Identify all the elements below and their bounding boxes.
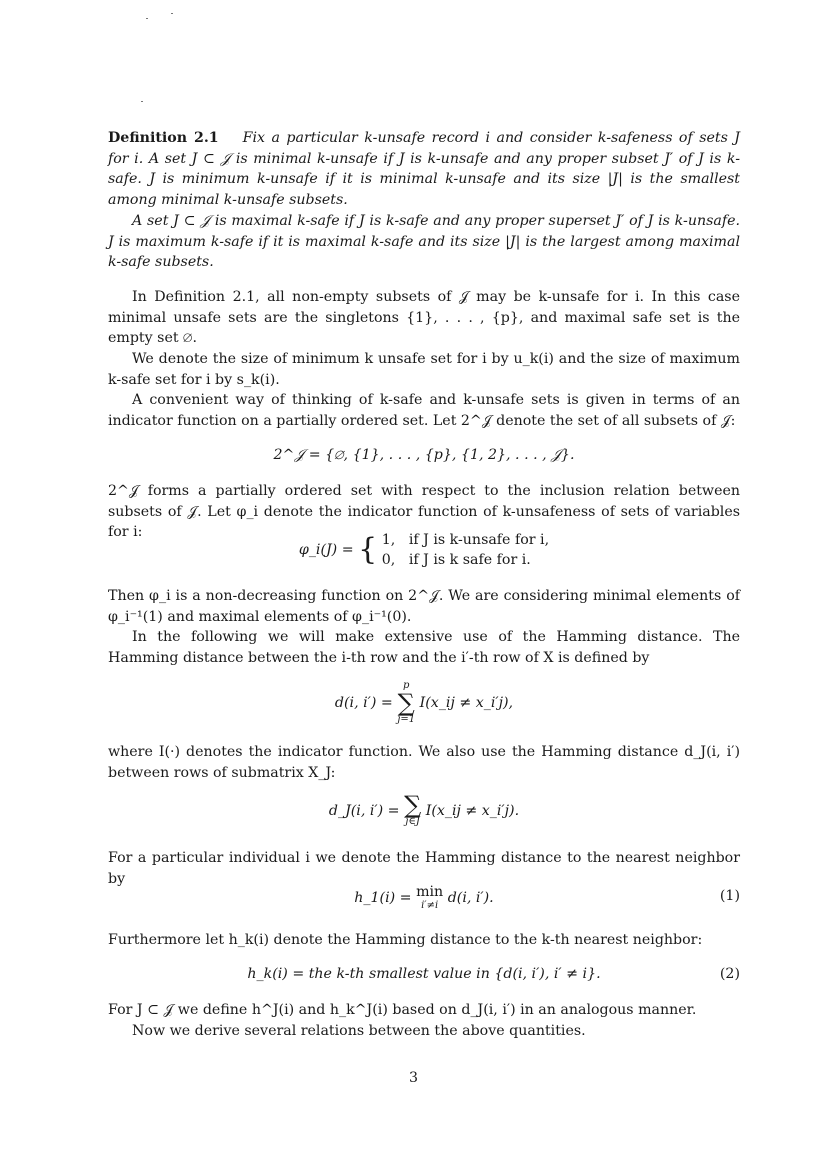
left-brace: { bbox=[358, 532, 378, 567]
sum-symbol bbox=[404, 791, 422, 828]
paragraph-6: In the following we will make extensive use of the Hamming distance. The Hamming distance between the i-th row and the i′-th row of X is defined by bbox=[108, 629, 740, 666]
equation-phi bbox=[108, 530, 740, 570]
equation-hamming-subset-rhs: I(x_ij ≠ x_i′j). bbox=[425, 803, 520, 819]
definition-2-1 bbox=[108, 128, 740, 210]
min-subscript: i′≠i bbox=[421, 900, 439, 911]
definition-heading: Definition 2.1 bbox=[108, 130, 219, 146]
paragraph-2: We denote the size of minimum k unsafe set for i by u_k(i) and the size of maximum k-safe set for i by s_k(i). bbox=[108, 351, 740, 388]
sum-lower-limit: j=1 bbox=[397, 714, 416, 725]
equation-1 bbox=[108, 884, 740, 912]
min-label: min bbox=[416, 884, 444, 900]
paragraph-4: 2^𝒥 forms a partially ordered set with respect to the inclusion relation between subsets of 𝒥. Let φ_i denote the indicator function of k-unsafeness of sets of variables for i: bbox=[108, 483, 740, 541]
case-1-value: 1, bbox=[381, 532, 396, 548]
case-1-condition: if J is k-unsafe for i, bbox=[408, 532, 550, 548]
paragraph-11: Now we derive several relations between the above quantities. bbox=[132, 1023, 586, 1039]
sigma-glyph: ∑ bbox=[397, 689, 415, 717]
equation-phi-lhs: φ_i(J) = bbox=[298, 542, 354, 558]
equation-hamming-rhs: I(x_ij ≠ x_i′j), bbox=[419, 695, 514, 711]
equation-powerset: 2^𝒥 = {∅, {1}, . . . , {p}, {1, 2}, . . . , 𝒥}. bbox=[273, 447, 575, 463]
paragraph-9: Furthermore let h_k(i) denote the Hamming distance to the k-th nearest neighbor: bbox=[108, 932, 703, 948]
equation-1-rhs: d(i, i′). bbox=[447, 890, 494, 906]
equation-1-lhs: h_1(i) = bbox=[354, 890, 412, 906]
equation-2: h_k(i) = the k-th smallest value in {d(i, i′), i′ ≠ i}. bbox=[247, 966, 601, 982]
scan-speck bbox=[141, 101, 143, 102]
min-operator bbox=[416, 884, 443, 912]
scan-speck bbox=[171, 13, 173, 14]
equation-2-number: (2) bbox=[719, 966, 740, 982]
paragraph-1: In Definition 2.1, all non-empty subsets of 𝒥 may be k-unsafe for i. In this case minimal unsafe sets are the singletons {1}, . . . , {p}, and maximal safe set is the empty set ∅. bbox=[108, 289, 740, 347]
paragraph-3: A convenient way of thinking of k-safe and k-unsafe sets is given in terms of an indicator function on a partially ordered set. Let 2^𝒥 denote the set of all subsets of 𝒥: bbox=[108, 392, 740, 429]
equation-hamming bbox=[108, 680, 740, 726]
equation-1-number: (1) bbox=[719, 888, 740, 904]
case-2-condition: if J is k safe for i. bbox=[408, 552, 531, 568]
scan-speck bbox=[146, 18, 148, 19]
definition-para-2: A set J ⊂ 𝒥 is maximal k-safe if J is k-safe and any proper superset J′ of J is k-unsafe. J is maximum k-safe if it is maximal k-safe and its size |J| is the largest among maximal k-safe subsets. bbox=[108, 213, 740, 271]
case-1 bbox=[382, 532, 549, 548]
paragraph-7: where I(·) denotes the indicator function. We also use the Hamming distance d_J(i, i′) between rows of submatrix X_J: bbox=[108, 744, 740, 781]
sum-lower-limit: j∈J bbox=[405, 816, 420, 827]
case-2 bbox=[382, 552, 531, 568]
case-2-value: 0, bbox=[381, 552, 396, 568]
definition-para-2-block bbox=[108, 211, 740, 273]
paragraph-8: For a particular individual i we denote the Hamming distance to the nearest neighbor by bbox=[108, 850, 740, 887]
definition-para-1: Fix a particular k-unsafe record i and consider k-safeness of sets J for i. A set J ⊂ 𝒥 is minimal k-unsafe if J is k-unsafe and any proper subset J′ of J is k-safe. J is minimum k-unsafe if it is minimal k-unsafe and its size |J| is the smallest among minimal k-unsafe subsets. bbox=[108, 130, 740, 208]
page-number: 3 bbox=[408, 1070, 419, 1086]
sigma-glyph: ∑ bbox=[404, 791, 422, 819]
equation-phi-cases bbox=[382, 530, 549, 570]
sum-symbol bbox=[397, 680, 415, 726]
sum-upper-limit: p bbox=[403, 680, 410, 691]
equation-hamming-subset-lhs: d_J(i, i′) = bbox=[328, 803, 400, 819]
equation-hamming-subset bbox=[108, 791, 740, 828]
paragraph-5: Then φ_i is a non-decreasing function on 2^𝒥. We are considering minimal elements of φ_i⁻¹(1) and maximal elements of φ_i⁻¹(0). bbox=[108, 588, 740, 625]
paragraph-10: For J ⊂ 𝒥 we define h^J(i) and h_k^J(i) based on d_J(i, i′) in an analogous manner. bbox=[108, 1002, 697, 1018]
equation-hamming-lhs: d(i, i′) = bbox=[334, 695, 393, 711]
